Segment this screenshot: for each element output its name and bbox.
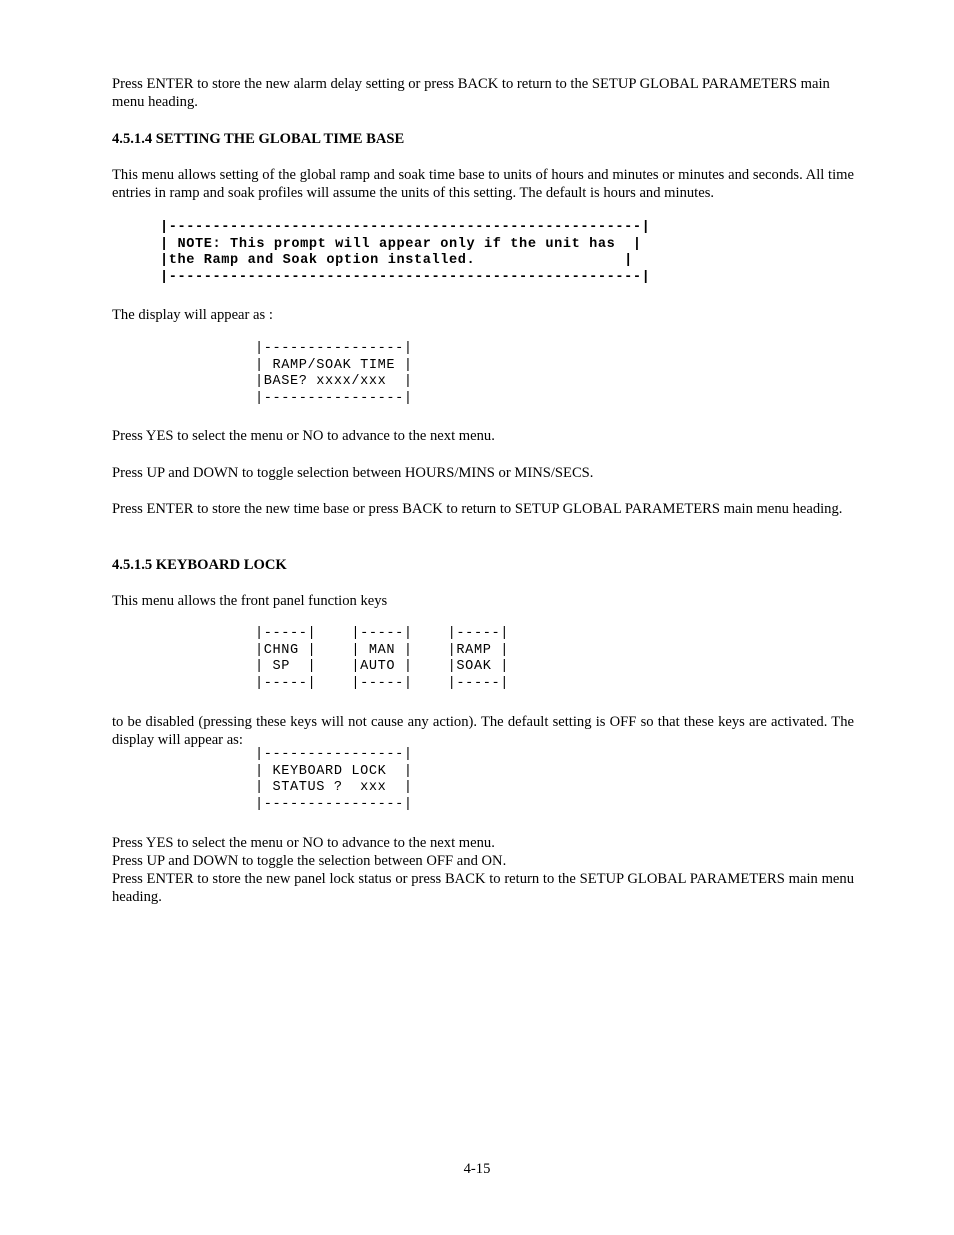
paragraph-enter-store-time-base: Press ENTER to store the new time base or press BACK to return to SETUP GLOBAL PARAMETERS main menu heading. [112, 501, 843, 517]
paragraph-display-appear: The display will appear as : [112, 307, 273, 323]
paragraph-time-base-description: This menu allows setting of the global ramp and soak time base to units of hours and minutes or minutes and seconds. All time entries in ramp and soak profiles will assume the units of this setting. The default is hours and minutes. [112, 167, 854, 202]
paragraph-up-down-off-on: Press UP and DOWN to toggle the selection between OFF and ON. [112, 853, 507, 869]
function-keys-diagram: |-----| |-----| |-----| |CHNG | | MAN | |RAMP | | SP | |AUTO | |SOAK | |-----| |-----| |-----| [255, 626, 509, 691]
section-heading-global-time-base: 4.5.1.4 SETTING THE GLOBAL TIME BASE [112, 131, 405, 147]
lcd-display-time-base: |----------------| | RAMP/SOAK TIME | |BASE? xxxx/xxx | |----------------| [255, 341, 413, 406]
paragraph-enter-store-lock: Press ENTER to store the new panel lock status or press BACK to return to the SETUP GLOBAL PARAMETERS main menu heading. [112, 871, 854, 906]
paragraph-keys-disabled: to be disabled (pressing these keys will not cause any action). The default setting is OFF so that these keys are activated. The display will appear as: [112, 714, 854, 749]
paragraph-yes-no: Press YES to select the menu or NO to advance to the next menu. [112, 428, 495, 444]
paragraph-up-down-toggle: Press UP and DOWN to toggle selection between HOURS/MINS or MINS/SECS. [112, 465, 594, 481]
section-heading-keyboard-lock: 4.5.1.5 KEYBOARD LOCK [112, 557, 287, 573]
paragraph-yes-no-2: Press YES to select the menu or NO to advance to the next menu. [112, 835, 495, 851]
paragraph-function-keys: This menu allows the front panel function keys [112, 593, 388, 609]
lcd-display-keyboard-lock: |----------------| | KEYBOARD LOCK | | STATUS ? xxx | |----------------| [255, 747, 413, 812]
page-number: 4-15 [463, 1161, 491, 1177]
note-box-ramp-soak-option: |------------------------------------------------------| | NOTE: This prompt will appear only if the unit has | |the Ramp and Soak option installed. | |------------------------------------------------------| [160, 220, 651, 285]
paragraph-alarm-delay-store: Press ENTER to store the new alarm delay setting or press BACK to return to the SETUP GLOBAL PARAMETERS main menu heading. [112, 76, 830, 111]
